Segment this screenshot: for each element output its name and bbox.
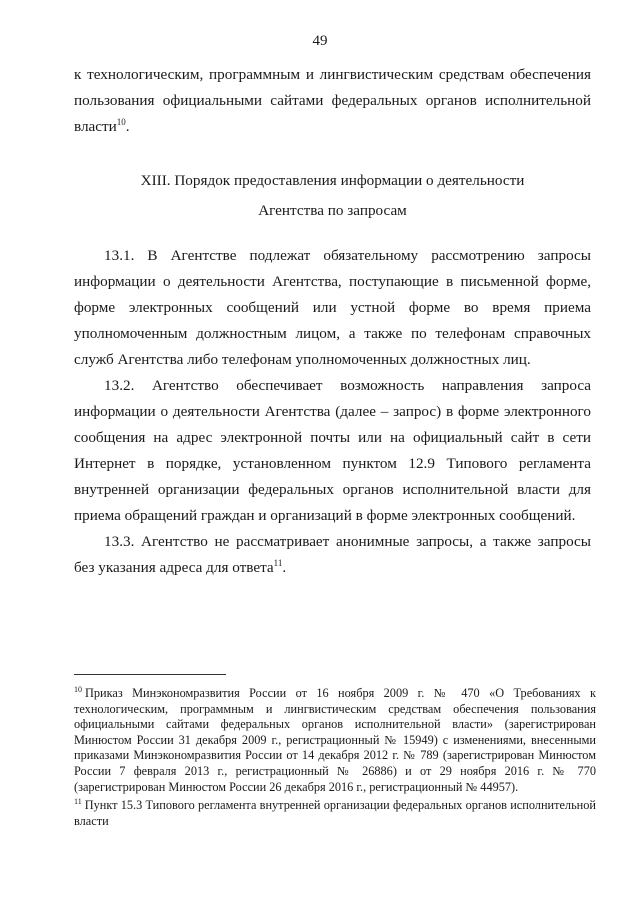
page-number: 49 bbox=[312, 33, 328, 49]
paragraph-13-3-text: 13.3. Агентство не рассматривает анонимные запросы, а также запросы без указания адреса для ответа bbox=[74, 533, 591, 576]
footnote-11-text: Пункт 15.3 Типового регламента внутренней организации федеральных органов исполнительной власти bbox=[74, 798, 596, 828]
footnote-11-mark: 11 bbox=[74, 797, 82, 807]
intro-paragraph bbox=[74, 62, 591, 140]
paragraph-13-1 bbox=[74, 243, 591, 373]
section-body bbox=[74, 243, 591, 581]
footnote-10 bbox=[74, 686, 596, 795]
paragraph-13-1-text: 13.1. В Агентстве подлежат обязательному рассмотрению запросы информации о деятельности Агентства, поступающие в письменной форме, форме электронных сообщений или устной форме во время приема уполномоченным должностным лицом, а также по телефонам справочных служб Агентства либо телефонам уполномоченных должностных лиц. bbox=[74, 247, 591, 368]
section-heading bbox=[74, 166, 591, 226]
intro-text: к технологическим, программным и лингвистическим средствам обеспечения пользования официальными сайтами федеральных органов исполнительной власти bbox=[74, 66, 591, 135]
paragraph-13-2 bbox=[74, 373, 591, 529]
paragraph-13-3 bbox=[74, 529, 591, 581]
footnote-11 bbox=[74, 798, 596, 829]
paragraph-13-2-text: 13.2. Агентство обеспечивает возможность направления запроса информации о деятельности Агентства (далее – запрос) в форме электронного сообщения на адрес электронной почты или на официальный сайт в сети Интернет в порядке, установленном пунктом 12.9 Типового регламента внутренней организации федеральных органов исполнительной власти для приема обращений граждан и организаций в форме электронных сообщений. bbox=[74, 377, 591, 524]
section-title-line1: XIII. Порядок предоставления информации о деятельности bbox=[140, 172, 525, 189]
footnote-ref-11: 11 bbox=[273, 557, 283, 568]
intro-tail: . bbox=[125, 118, 130, 135]
footnote-10-text: Приказ Минэкономразвития России от 16 ноября 2009 г. № 470 «О Требованиях к технологическим, программным и лингвистическим средствам обеспечения пользования официальными сайтами федеральных органов исполнительной власти» (зарегистрирован Минюстом России 31 декабря 2009 г., регистрационный № 15949) с изменениями, внесенными приказами Минэкономразвития России от 14 декабря 2012 г. № 789 (зарегистрирован Минюстом России 7 февраля 2013 г., регистрационный № 26886) и от 29 ноября 2016 г. № 770 (зарегистрирован Минюстом России 26 декабря 2016 г., регистрационный № 44957). bbox=[74, 686, 596, 794]
footnote-separator bbox=[74, 674, 226, 675]
footnotes bbox=[74, 686, 596, 829]
intro-continuation bbox=[74, 62, 591, 140]
footnote-ref-10: 10 bbox=[116, 116, 126, 127]
footnote-10-mark: 10 bbox=[74, 684, 82, 694]
paragraph-13-3-tail: . bbox=[282, 559, 287, 576]
section-title-line2: Агентства по запросам bbox=[258, 202, 407, 219]
